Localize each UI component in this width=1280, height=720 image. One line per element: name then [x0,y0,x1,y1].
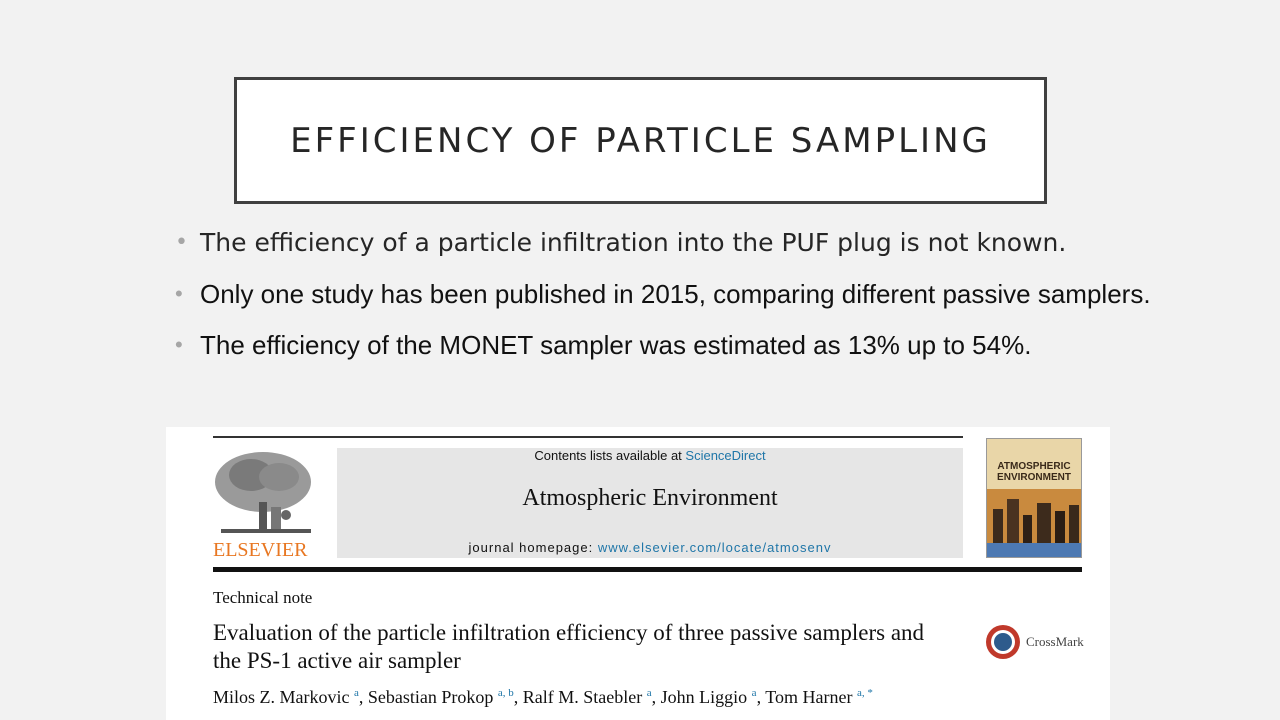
bullet-item [175,275,1165,313]
bullet-dot: • [175,230,188,255]
paper-title: Evaluation of the particle infiltration efficiency of three passive samplers and the PS-1 active air sampler [213,620,925,673]
article-type: Technical note [213,588,313,607]
homepage-link[interactable]: www.elsevier.com/locate/atmosenv [597,540,832,555]
crossmark-icon [984,623,1022,661]
bullet-list [175,224,1165,377]
homepage-prefix: journal homepage: [468,540,598,555]
header-rule [213,436,963,438]
bullet-text: The efficiency of the MONET sampler was estimated as 13% up to 54%. [200,330,1032,360]
contents-prefix: Contents lists available at [534,448,686,463]
bullet-item [175,224,1165,262]
bullet-text: Only one study has been published in 2015, comparing different passive samplers. [200,279,1151,309]
crossmark-label: CrossMark [1026,634,1084,649]
author-name[interactable]: Tom Harner [765,687,853,707]
header-divider [213,567,1082,572]
slide-title: EFFICIENCY OF PARTICLE SAMPLING [290,120,991,161]
author-affiliation[interactable]: a [354,687,359,699]
journal-banner [337,448,963,558]
journal-cover [986,438,1082,558]
city-skyline-icon [987,439,1082,558]
author-name[interactable]: Sebastian Prokop [367,687,494,707]
author-name[interactable]: John Liggio [660,687,748,707]
homepage-line [337,540,963,555]
author-list: Milos Z. Markovic $^a$, Sebastian Prokop $^{a, b}$, Ralf M. Staebler $^a$, John Liggio $^a$, Tom Harner $^{a, *}$ [213,687,873,707]
author-affiliation[interactable]: a [646,687,652,699]
bullet-item [175,326,1165,364]
sciencedirect-link[interactable]: ScienceDirect [685,448,766,463]
slide-title-box [234,77,1047,204]
publisher-name: ELSEVIER [213,539,308,561]
author-affiliation[interactable]: a [751,687,757,699]
paper-header-image [166,427,1110,720]
author-name[interactable]: Ralf M. Staebler [522,687,643,707]
author-name[interactable]: Milos Z. Markovic [213,687,350,707]
author-affiliation[interactable]: a, b [497,687,514,699]
author-affiliation[interactable]: a, * [856,687,873,699]
contents-line [337,448,963,463]
crossmark-badge[interactable] [984,623,1084,661]
journal-name: Atmospheric Environment [522,485,778,511]
cover-title: ATMOSPHERIC ENVIRONMENT [997,461,1071,483]
bullet-dot: • [175,332,183,357]
bullet-text: The efficiency of a particle infiltration into the PUF plug is not known. [200,228,1067,257]
bullet-dot: • [175,281,183,306]
